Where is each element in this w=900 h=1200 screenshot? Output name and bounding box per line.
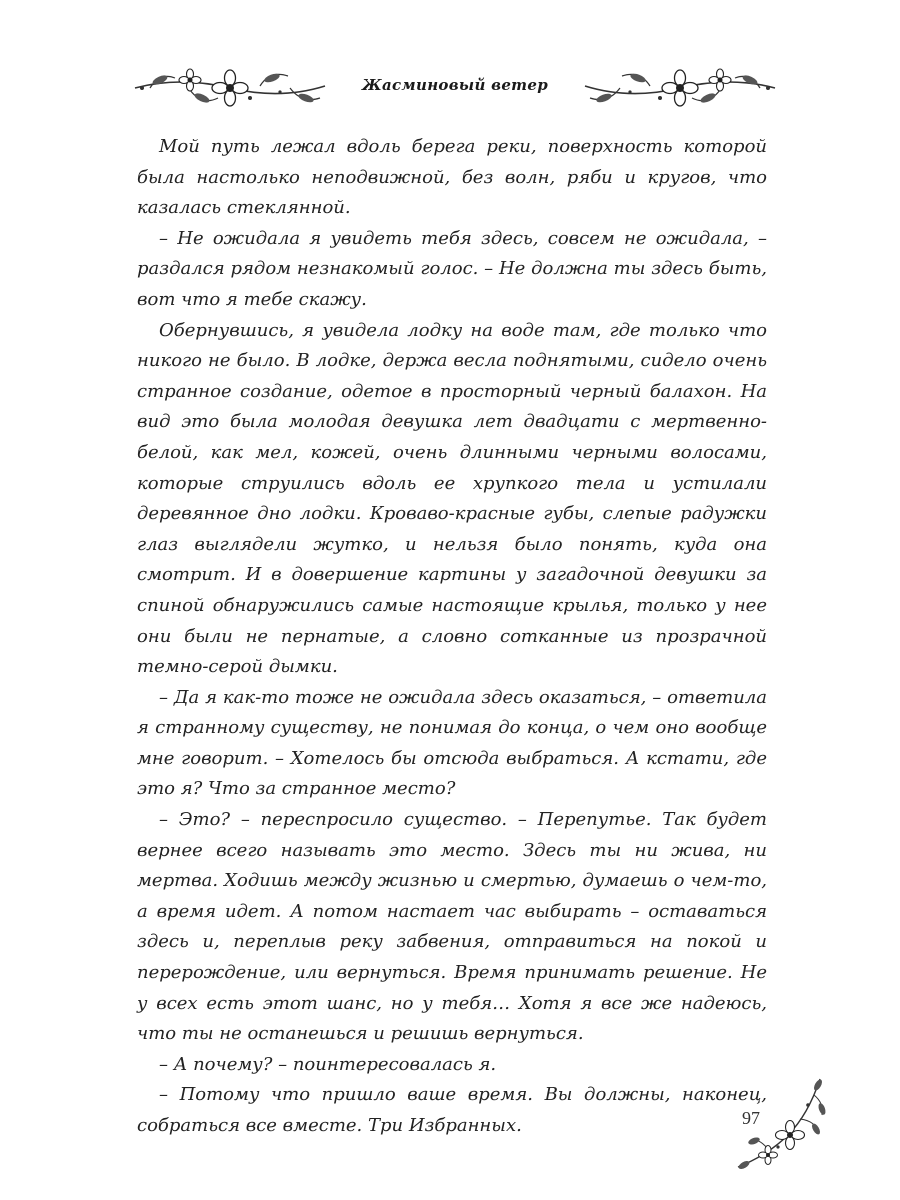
- jasmine-branch-icon: [130, 58, 330, 118]
- paragraph: – Да я как-то тоже не ожидала здесь оказаться, – ответила я странному существу, не понимая до конца, о чем оно вообще мне говорит. – Хотелось бы отсюда выбраться. А кстати, где это я? Что за странное место?: [137, 686, 767, 800]
- running-header: [130, 58, 830, 118]
- paragraph: – Это? – переспросило существо. – Перепутье. Так будет вернее всего называть это место. Здесь ты ни жива, ни мертва. Ходишь между жизнью и смертью, думаешь о чем-то, а время идет. А потом настает час выбирать – оставаться здесь и, переплыв реку забвения, отправиться на покой и перерождение, или вернуться. Время принимать решение. Не у всех есть этот шанс, но у тебя… Хотя я все же надеюсь, что ты не останешься и решишь вернуться.: [137, 809, 767, 1045]
- paragraph: Обернувшись, я увидела лодку на воде там, где только что никого не было. В лодке, держа весла поднятыми, сидело очень странное создание, одетое в просторный черный балахон. На вид это была молодая девушка лет двадцати с мертвенно-белой, как мел, кожей, очень длинными черными волосами, которые струились вдоль ее хрупкого тела и устилали деревянное дно лодки. Кроваво-красные губы, слепые радужки глаз выглядели жутко, и нельзя было понять, куда она смотрит. И в довершение картины у загадочной девушки за спиной обнаружились самые настоящие крылья, только у нее они были не пернатые, а словно сотканные из прозрачной темно-серой дымки.: [137, 319, 767, 678]
- paragraph: – Не ожидала я увидеть тебя здесь, совсем не ожидала, – раздался рядом незнакомый голос. – Не должна ты здесь быть, вот что я тебе скажу.: [137, 227, 767, 310]
- page-number: 97: [742, 1108, 760, 1128]
- jasmine-branch-icon: [580, 58, 780, 118]
- paragraph: Мой путь лежал вдоль берега реки, поверхность которой была настолько неподвижной, без волн, ряби и кругов, что казалась стеклянной.: [137, 136, 767, 219]
- paragraph: – Потому что пришло ваше время. Вы должны, наконец, собраться все вместе. Три Избранных.: [137, 1084, 767, 1136]
- running-title: Жасминовый ветер: [362, 76, 548, 94]
- body-text: [137, 132, 767, 1142]
- paragraph: – А почему? – поинтересовалась я.: [159, 1053, 497, 1075]
